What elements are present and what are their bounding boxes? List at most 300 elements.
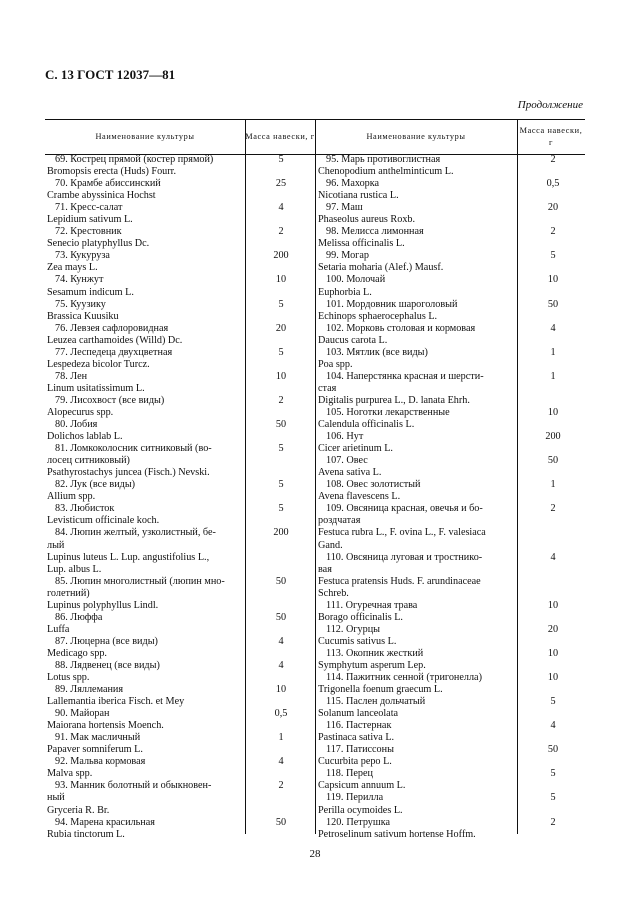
sample-mass: 2 bbox=[278, 226, 284, 238]
culture-name: 89. Ляллемания bbox=[55, 684, 124, 696]
table-row bbox=[318, 744, 587, 756]
table-row bbox=[318, 756, 587, 768]
table-row bbox=[318, 238, 587, 250]
culture-name: Brassica Kuusiku bbox=[47, 310, 119, 322]
culture-name: 113. Окопник жесткий bbox=[326, 647, 424, 659]
culture-name: Poa spp. bbox=[318, 358, 353, 370]
culture-name: Alopecurus spp. bbox=[47, 406, 114, 418]
table-row bbox=[318, 648, 587, 660]
table-row bbox=[318, 564, 587, 576]
table-row bbox=[47, 154, 316, 166]
sample-mass bbox=[246, 792, 316, 804]
culture-name: ный bbox=[47, 792, 65, 804]
sample-mass: 0,5 bbox=[274, 708, 288, 720]
table-row bbox=[318, 154, 587, 166]
culture-name: 99. Могар bbox=[326, 250, 369, 262]
sample-mass: 4 bbox=[550, 322, 556, 334]
continuation-label: Продолжение bbox=[517, 99, 583, 111]
table-row bbox=[47, 576, 316, 588]
sample-mass: 5 bbox=[550, 768, 556, 780]
sample-mass bbox=[246, 455, 316, 467]
table-row bbox=[47, 756, 316, 768]
culture-name: 76. Левзея сафлоровидная bbox=[55, 322, 169, 334]
culture-name: Setaria moharia (Alef.) Mausf. bbox=[318, 262, 444, 274]
sample-mass: 0,5 bbox=[546, 178, 560, 190]
sample-mass: 50 bbox=[547, 455, 559, 467]
sample-mass bbox=[246, 491, 316, 503]
culture-name: Capsicum annuum L. bbox=[318, 780, 406, 792]
table-row bbox=[47, 624, 316, 636]
table-row bbox=[318, 720, 587, 732]
table-row bbox=[47, 829, 316, 841]
sample-mass bbox=[246, 744, 316, 756]
culture-name: 88. Лядвенец (все виды) bbox=[55, 659, 160, 671]
sample-mass: 1 bbox=[550, 346, 556, 358]
sample-mass bbox=[519, 660, 587, 672]
culture-name: Schreb. bbox=[318, 587, 349, 599]
table-row bbox=[47, 178, 316, 190]
sample-mass bbox=[519, 576, 587, 588]
sample-mass bbox=[246, 335, 316, 347]
culture-name: Lotus spp. bbox=[47, 672, 90, 684]
table-row bbox=[318, 311, 587, 323]
table-row bbox=[47, 600, 316, 612]
sample-mass: 50 bbox=[547, 298, 559, 310]
page-number: 28 bbox=[309, 848, 321, 860]
sample-mass: 200 bbox=[273, 250, 289, 262]
culture-name: 70. Крамбе абиссинский bbox=[55, 178, 161, 190]
sample-mass bbox=[246, 564, 316, 576]
table-row bbox=[318, 214, 587, 226]
culture-name: 90. Майоран bbox=[55, 708, 110, 720]
sample-mass: 4 bbox=[278, 635, 284, 647]
sample-mass bbox=[519, 311, 587, 323]
culture-name: 77. Леспедеца двухцветная bbox=[55, 346, 173, 358]
sample-mass bbox=[246, 190, 316, 202]
table-row bbox=[47, 792, 316, 804]
culture-name: Luffa bbox=[47, 623, 70, 635]
sample-mass bbox=[519, 564, 587, 576]
culture-name: Nicotiana rustica L. bbox=[318, 190, 399, 202]
culture-name: Levisticum officinale koch. bbox=[47, 515, 160, 527]
culture-name: Lespedeza bicolor Turcz. bbox=[47, 358, 150, 370]
table-row bbox=[318, 383, 587, 395]
table-row bbox=[318, 166, 587, 178]
culture-name: 74. Кунжут bbox=[55, 274, 104, 286]
table-row bbox=[318, 347, 587, 359]
table-row bbox=[318, 190, 587, 202]
culture-name: 91. Мак масличный bbox=[55, 732, 141, 744]
sample-mass bbox=[519, 732, 587, 744]
table-row bbox=[47, 287, 316, 299]
table-row bbox=[47, 238, 316, 250]
table-row bbox=[47, 311, 316, 323]
sample-mass: 2 bbox=[550, 503, 556, 515]
table-row bbox=[47, 503, 316, 515]
table-row bbox=[318, 178, 587, 190]
culture-name: Malva spp. bbox=[47, 768, 93, 780]
culture-name: Solanum lanceolata bbox=[318, 708, 399, 720]
culture-name: 110. Овсяница луговая и тростнико- bbox=[326, 551, 483, 563]
culture-name: 103. Мятлик (все виды) bbox=[326, 346, 428, 358]
table-row bbox=[318, 552, 587, 564]
culture-name: Echinops sphaerocephalus L. bbox=[318, 310, 438, 322]
table-row bbox=[47, 491, 316, 503]
sample-mass bbox=[519, 395, 587, 407]
sample-mass bbox=[246, 287, 316, 299]
culture-name: 111. Огуречная трава bbox=[326, 599, 418, 611]
culture-name: Cucurbita pepo L. bbox=[318, 756, 392, 768]
sample-mass bbox=[519, 805, 587, 817]
culture-name: 72. Крестовник bbox=[55, 226, 122, 238]
culture-name: Borago officinalis L. bbox=[318, 611, 403, 623]
table-row bbox=[47, 274, 316, 286]
sample-mass bbox=[519, 419, 587, 431]
culture-name: 108. Овес золотистый bbox=[326, 479, 421, 491]
column-header-name: Наименование культуры bbox=[366, 131, 466, 141]
culture-name: Trigonella foenum graecum L. bbox=[318, 684, 443, 696]
sample-mass: 20 bbox=[547, 623, 559, 635]
table-row bbox=[318, 540, 587, 552]
culture-name: Avena sativa L. bbox=[318, 467, 382, 479]
table-row bbox=[47, 768, 316, 780]
sample-mass bbox=[246, 383, 316, 395]
table-row bbox=[318, 805, 587, 817]
table-row bbox=[47, 780, 316, 792]
culture-name: Symphytum asperum Lep. bbox=[318, 659, 426, 671]
culture-name: Gand. bbox=[318, 539, 343, 551]
table-row bbox=[47, 202, 316, 214]
culture-name: Cucumis sativus L. bbox=[318, 635, 397, 647]
sample-mass: 10 bbox=[275, 684, 287, 696]
table-row bbox=[318, 768, 587, 780]
table-row bbox=[47, 347, 316, 359]
sample-mass: 10 bbox=[547, 274, 559, 286]
sample-mass: 1 bbox=[550, 479, 556, 491]
sample-mass bbox=[246, 467, 316, 479]
table-row bbox=[47, 467, 316, 479]
sample-mass: 10 bbox=[547, 672, 559, 684]
culture-name: 87. Люцерна (все виды) bbox=[55, 635, 158, 647]
table-row bbox=[47, 805, 316, 817]
table-row bbox=[47, 431, 316, 443]
table-row bbox=[318, 202, 587, 214]
table-row bbox=[318, 732, 587, 744]
culture-name: 97. Маш bbox=[326, 202, 363, 214]
culture-name: 115. Паслен дольчатый bbox=[326, 696, 426, 708]
table-row bbox=[47, 540, 316, 552]
table-row bbox=[47, 299, 316, 311]
table-row bbox=[318, 817, 587, 829]
culture-name: Gryceria R. Br. bbox=[47, 804, 110, 816]
sample-mass: 5 bbox=[278, 154, 284, 165]
sample-mass bbox=[246, 311, 316, 323]
sample-mass: 2 bbox=[278, 394, 284, 406]
table-row bbox=[318, 624, 587, 636]
sample-mass bbox=[519, 527, 587, 539]
table-row bbox=[47, 371, 316, 383]
sample-mass bbox=[246, 624, 316, 636]
culture-name: 94. Марена красильная bbox=[55, 816, 155, 828]
table-row bbox=[318, 455, 587, 467]
table-row bbox=[47, 720, 316, 732]
sample-mass bbox=[246, 552, 316, 564]
sample-mass bbox=[519, 190, 587, 202]
culture-name: 71. Кресс-салат bbox=[55, 202, 123, 214]
culture-name: Festuca pratensis Huds. F. arundinaceae bbox=[318, 575, 481, 587]
table-row bbox=[47, 214, 316, 226]
sample-mass bbox=[246, 648, 316, 660]
culture-name: 98. Мелисса лимонная bbox=[326, 226, 424, 238]
table-row bbox=[318, 684, 587, 696]
sample-mass: 200 bbox=[273, 527, 289, 539]
culture-name: 109. Овсяница красная, овечья и бо- bbox=[326, 503, 483, 515]
culture-name: 118. Перец bbox=[326, 768, 373, 780]
sample-mass: 1 bbox=[550, 370, 556, 382]
sample-mass: 5 bbox=[278, 346, 284, 358]
table-row bbox=[318, 636, 587, 648]
sample-mass bbox=[519, 383, 587, 395]
table-row bbox=[47, 359, 316, 371]
sample-mass: 2 bbox=[550, 226, 556, 238]
sample-mass bbox=[246, 720, 316, 732]
sample-mass bbox=[246, 768, 316, 780]
table-row bbox=[47, 672, 316, 684]
sample-mass bbox=[246, 805, 316, 817]
sample-mass: 4 bbox=[278, 659, 284, 671]
table-row bbox=[47, 419, 316, 431]
sample-mass: 5 bbox=[278, 443, 284, 455]
culture-name: Digitalis purpurea L., D. lanata Ehrh. bbox=[318, 394, 470, 406]
culture-name: 93. Манник болотный и обыкновен- bbox=[55, 780, 212, 792]
culture-name: 101. Мордовник шароголовый bbox=[326, 298, 458, 310]
culture-name: стая bbox=[318, 382, 337, 394]
sample-mass bbox=[519, 214, 587, 226]
table-row bbox=[318, 792, 587, 804]
right-table-column bbox=[318, 154, 587, 841]
sample-mass: 50 bbox=[547, 744, 559, 756]
table-row bbox=[318, 299, 587, 311]
sample-mass bbox=[246, 696, 316, 708]
culture-name: Maiorana hortensis Moench. bbox=[47, 720, 164, 732]
culture-name: Petroselinum sativum hortense Hoffm. bbox=[318, 828, 476, 840]
table-row bbox=[47, 552, 316, 564]
sample-mass: 2 bbox=[550, 816, 556, 828]
culture-name: 96. Махорка bbox=[326, 178, 380, 190]
culture-name: Psathyrostachys juncea (Fisch.) Nevski. bbox=[47, 467, 210, 479]
sample-mass bbox=[519, 780, 587, 792]
table-row bbox=[318, 323, 587, 335]
sample-mass bbox=[246, 588, 316, 600]
sample-mass bbox=[246, 431, 316, 443]
table-row bbox=[47, 564, 316, 576]
culture-name: Calendula officinalis L. bbox=[318, 419, 415, 431]
culture-name: Festuca rubra L., F. ovina L., F. valesiaca bbox=[318, 527, 486, 539]
culture-name: Melissa officinalis L. bbox=[318, 238, 405, 250]
sample-mass bbox=[519, 359, 587, 371]
sample-mass bbox=[519, 515, 587, 527]
sample-mass: 10 bbox=[547, 647, 559, 659]
sample-mass bbox=[519, 612, 587, 624]
sample-mass bbox=[519, 491, 587, 503]
culture-name: Lallemantia iberica Fisch. et Mey bbox=[47, 696, 185, 708]
table-row bbox=[318, 491, 587, 503]
table-row bbox=[47, 250, 316, 262]
culture-name: 119. Перилла bbox=[326, 792, 384, 804]
table-row bbox=[318, 527, 587, 539]
sample-mass: 4 bbox=[550, 720, 556, 732]
table-row bbox=[318, 660, 587, 672]
table-row bbox=[318, 274, 587, 286]
sample-mass bbox=[246, 359, 316, 371]
sample-mass: 50 bbox=[275, 419, 287, 431]
table-row bbox=[318, 226, 587, 238]
sample-mass bbox=[519, 708, 587, 720]
sample-mass bbox=[246, 540, 316, 552]
culture-name: Leuzea carthamoides (Willd) Dc. bbox=[47, 334, 183, 346]
table-row bbox=[47, 190, 316, 202]
culture-name: 104. Наперстянка красная и шерсти- bbox=[326, 370, 484, 382]
sample-mass: 5 bbox=[278, 503, 284, 515]
table-row bbox=[47, 323, 316, 335]
culture-name: 117. Патиссоны bbox=[326, 744, 394, 756]
sample-mass bbox=[246, 214, 316, 226]
table-row bbox=[318, 371, 587, 383]
sample-mass: 5 bbox=[550, 792, 556, 804]
sample-mass bbox=[246, 829, 316, 841]
culture-name: 95. Марь противоглистная bbox=[326, 154, 441, 165]
table-row bbox=[318, 515, 587, 527]
sample-mass: 20 bbox=[275, 322, 287, 334]
sample-mass: 25 bbox=[275, 178, 287, 190]
table-row bbox=[318, 708, 587, 720]
culture-name: 80. Лобия bbox=[55, 419, 98, 431]
table-row bbox=[318, 287, 587, 299]
sample-mass bbox=[519, 829, 587, 841]
culture-name: Bromopsis erecta (Huds) Fourr. bbox=[47, 166, 177, 178]
table-row bbox=[47, 527, 316, 539]
culture-name: Perilla ocymoides L. bbox=[318, 804, 403, 816]
table-row bbox=[47, 588, 316, 600]
culture-name: 120. Петрушка bbox=[326, 816, 391, 828]
table-row bbox=[318, 588, 587, 600]
table-row bbox=[47, 708, 316, 720]
culture-name: лый bbox=[47, 539, 65, 551]
sample-mass: 10 bbox=[275, 370, 287, 382]
table-row bbox=[47, 443, 316, 455]
culture-name: Pastinaca sativa L. bbox=[318, 732, 395, 744]
table-row bbox=[318, 780, 587, 792]
sample-mass: 10 bbox=[547, 599, 559, 611]
sample-mass bbox=[519, 756, 587, 768]
culture-name: Papaver somniferum L. bbox=[47, 744, 143, 756]
culture-name: 112. Огурцы bbox=[326, 623, 381, 635]
sample-mass bbox=[519, 684, 587, 696]
sample-mass: 10 bbox=[547, 406, 559, 418]
table-row bbox=[47, 696, 316, 708]
table-row bbox=[47, 395, 316, 407]
sample-mass bbox=[246, 407, 316, 419]
sample-mass: 1 bbox=[278, 732, 284, 744]
sample-mass: 50 bbox=[275, 575, 287, 587]
culture-name: Allium spp. bbox=[47, 491, 96, 503]
culture-name: 78. Лен bbox=[55, 370, 88, 382]
culture-name: Zea mays L. bbox=[47, 262, 98, 274]
table-row bbox=[318, 467, 587, 479]
culture-name: 79. Лисохвост (все виды) bbox=[55, 394, 165, 406]
table-row bbox=[47, 407, 316, 419]
table-row bbox=[47, 383, 316, 395]
table-row bbox=[318, 262, 587, 274]
culture-name: 106. Нут bbox=[326, 431, 364, 443]
table-row bbox=[318, 829, 587, 841]
culture-name: Linum usitatissimum L. bbox=[47, 382, 145, 394]
culture-name: Rubia tinctorum L. bbox=[47, 828, 125, 840]
culture-name: Daucus carota L. bbox=[318, 334, 388, 346]
culture-name: Dolichos lablab L. bbox=[47, 431, 123, 443]
sample-mass: 2 bbox=[278, 780, 284, 792]
culture-name: 114. Пажитник сенной (тригонелла) bbox=[326, 672, 482, 684]
culture-name: 116. Пастернак bbox=[326, 720, 392, 732]
sample-mass bbox=[246, 166, 316, 178]
table-row bbox=[47, 660, 316, 672]
table-row bbox=[47, 515, 316, 527]
column-header-name: Наименование культуры bbox=[95, 131, 195, 141]
table-row bbox=[318, 407, 587, 419]
sample-mass bbox=[519, 166, 587, 178]
culture-name: 100. Молочай bbox=[326, 274, 386, 286]
table-row bbox=[318, 250, 587, 262]
sample-mass: 4 bbox=[278, 202, 284, 214]
culture-name: 86. Люффа bbox=[55, 611, 103, 623]
culture-name: Avena flavescens L. bbox=[318, 491, 401, 503]
sample-mass: 5 bbox=[550, 696, 556, 708]
culture-name: Lupinus luteus L. Lup. angustifolius L., bbox=[47, 551, 210, 563]
culture-name: 69. Кострец прямой (костер прямой) bbox=[55, 154, 214, 165]
table-row bbox=[318, 672, 587, 684]
table-row bbox=[47, 744, 316, 756]
table-row bbox=[47, 636, 316, 648]
table-row bbox=[47, 648, 316, 660]
sample-mass bbox=[246, 515, 316, 527]
culture-name: Lupinus polyphyllus Lindl. bbox=[47, 599, 159, 611]
table-row bbox=[47, 335, 316, 347]
culture-name: 75. Куузику bbox=[55, 298, 106, 310]
culture-name: 92. Мальва кормовая bbox=[55, 756, 146, 768]
table-row bbox=[47, 166, 316, 178]
sample-mass bbox=[519, 262, 587, 274]
table-row bbox=[47, 262, 316, 274]
culture-name: вая bbox=[318, 563, 332, 575]
culture-name: 84. Люпин желтый, узколистный, бе- bbox=[55, 527, 216, 539]
sample-mass bbox=[519, 287, 587, 299]
table-row bbox=[318, 696, 587, 708]
sample-mass: 5 bbox=[550, 250, 556, 262]
culture-name: 102. Морковь столовая и кормовая bbox=[326, 322, 476, 334]
table-row bbox=[47, 226, 316, 238]
sample-mass bbox=[519, 335, 587, 347]
sample-mass bbox=[519, 443, 587, 455]
culture-name: 83. Любисток bbox=[55, 503, 115, 515]
sample-mass: 10 bbox=[275, 274, 287, 286]
sample-mass bbox=[246, 672, 316, 684]
table-row bbox=[47, 732, 316, 744]
sample-mass bbox=[519, 238, 587, 250]
table-row bbox=[318, 503, 587, 515]
page-header: С. 13 ГОСТ 12037—81 bbox=[45, 67, 176, 82]
culture-name: Medicago spp. bbox=[47, 647, 107, 659]
culture-name: Phaseolus aureus Roxb. bbox=[318, 214, 416, 226]
